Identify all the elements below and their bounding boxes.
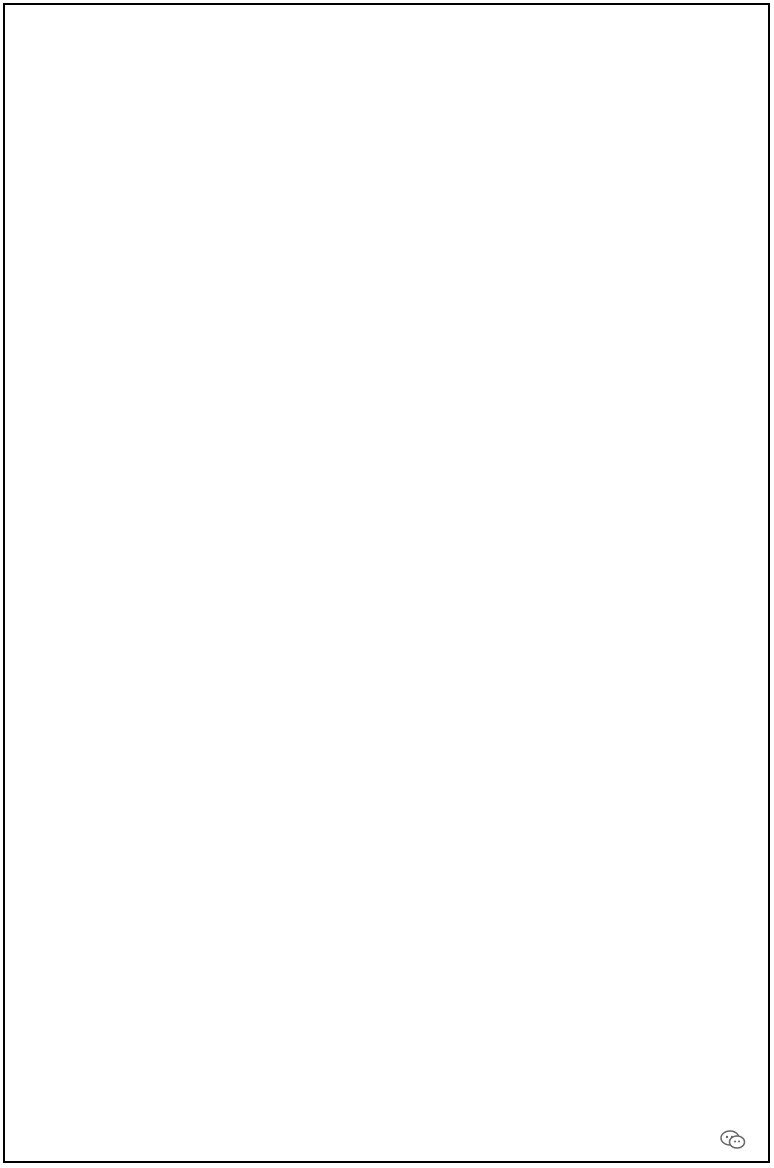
watermark bbox=[720, 1130, 752, 1150]
training-plan-table bbox=[3, 3, 770, 1163]
wechat-icon bbox=[720, 1130, 746, 1150]
